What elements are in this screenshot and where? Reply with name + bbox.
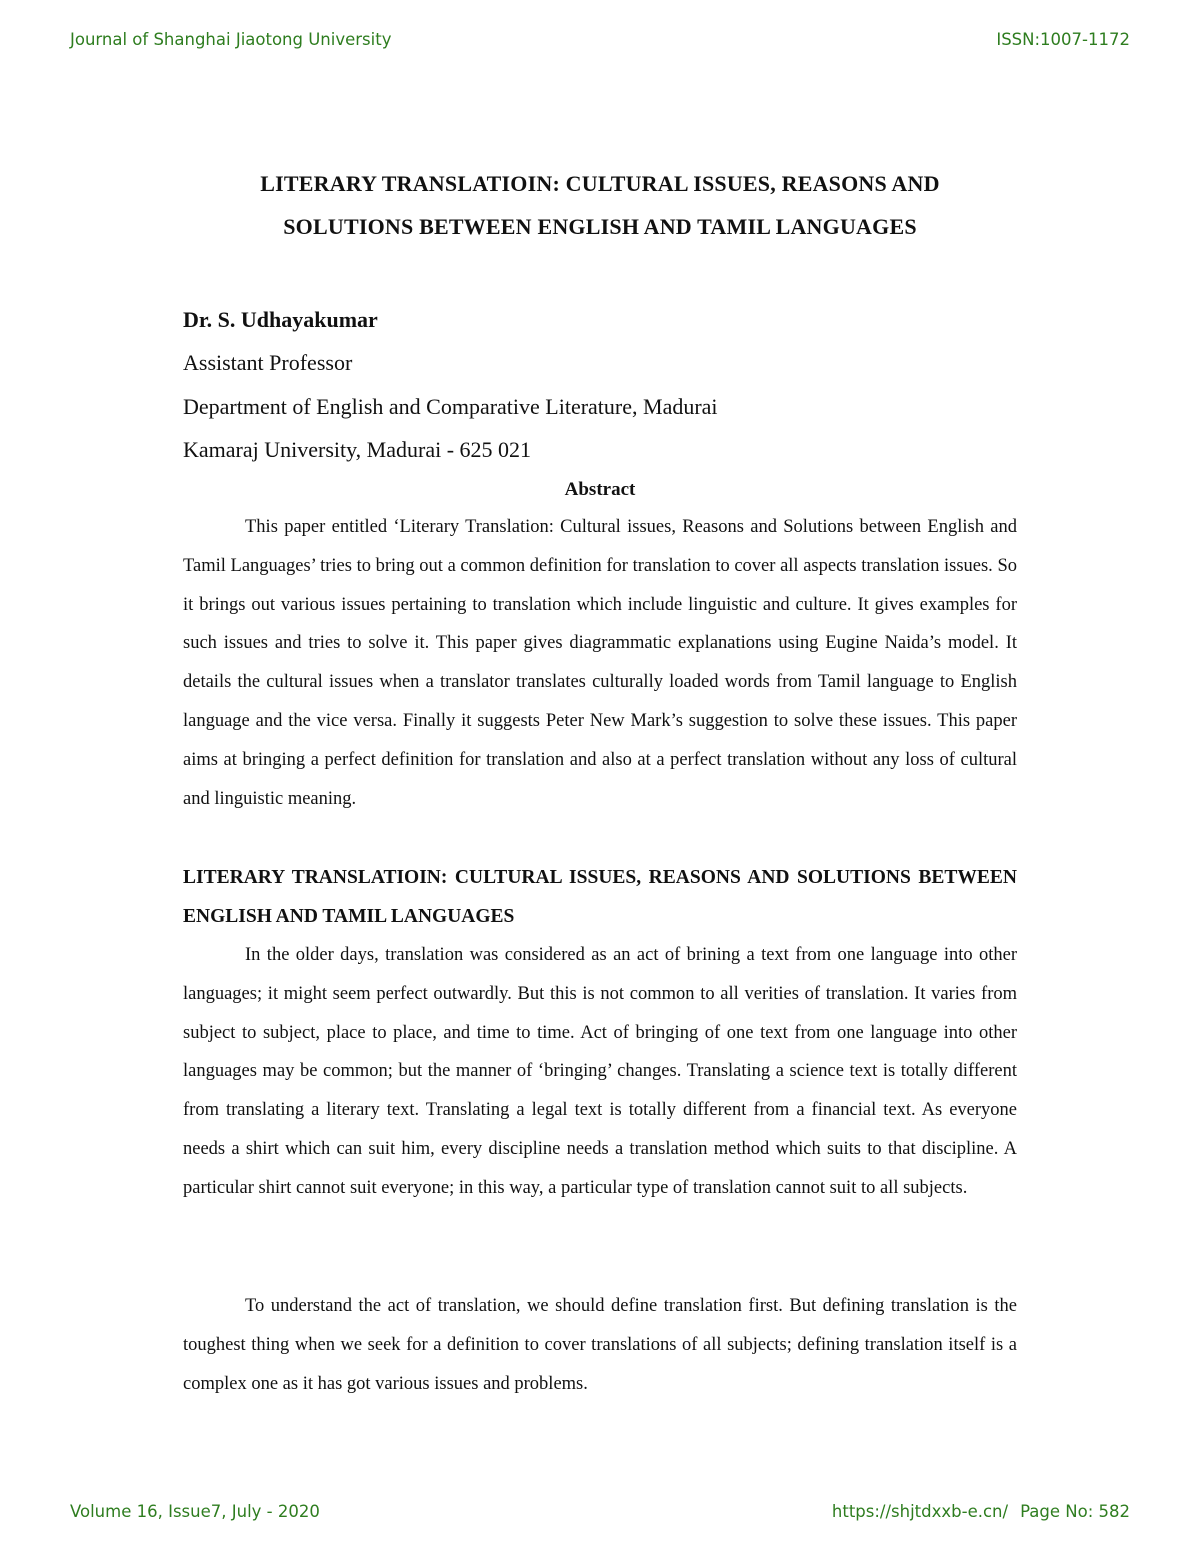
author-position: Assistant Professor [183,350,353,375]
journal-name: Journal of Shanghai Jiaotong University [70,30,392,49]
abstract-heading: Abstract [564,479,636,500]
author-department: Department of English and Comparative Literature, Madurai [183,394,718,419]
author-name: Dr. S. Udhayakumar [183,307,378,332]
body-paragraph-1: In the older days, translation was considered as an act of brining a text from one language into other languages; it might seem perfect outwardly. But this is not common to all verities of translation. It varies from subject to subject, place to place, and time to time. Act of bringing of one text from one language into other languages may be common; but the manner of ‘bringing’ changes. Translating a science text is totally different from translating a literary text. Translating a legal text is totally different from a financial text. As everyone needs a shirt which can suit him, every discipline needs a translation method which suits to that discipline. A particular shirt cannot suit everyone; in this way, a particular type of translation cannot suit to all subjects. [183,945,1017,1198]
journal-url-link[interactable]: https://shjtdxxb-e.cn/ [831,1502,1009,1521]
footer-volume: Volume 16, Issue7, July - 2020 [70,1502,320,1521]
paper-title-line-2: SOLUTIONS BETWEEN ENGLISH AND TAMIL LANGUAGES [283,214,917,239]
page-number: Page No: 582 [1020,1502,1130,1521]
body-paragraph-2: To understand the act of translation, we should define translation first. But defining translation is the toughest thing when we seek for a definition to cover translations of all subjects; defining translation itself is a complex one as it has got various issues and problems. [183,1296,1017,1394]
author-university: Kamaraj University, Madurai - 625 021 [183,437,532,462]
footer-right [832,1502,1130,1521]
section-heading: LITERARY TRANSLATIOIN: CULTURAL ISSUES, REASONS AND SOLUTIONS BETWEEN ENGLISH AND TAMIL LANGUAGES [183,867,1017,927]
abstract-text: This paper entitled ‘Literary Translation: Cultural issues, Reasons and Solutions between English and Tamil Languages’ tries to bring out a common definition for translation to cover all aspects translation issues. So it brings out various issues pertaining to translation which include linguistic and culture. It gives examples for such issues and tries to solve it. This paper gives diagrammatic explanations using Eugine Naida’s model. It details the cultural issues when a translator translates culturally loaded words from Tamil language to English language and the vice versa. Finally it suggests Peter New Mark’s suggestion to solve these issues. This paper aims at bringing a perfect definition for translation and also at a perfect translation without any loss of cultural and linguistic meaning. [183,517,1017,809]
paper-title-line-1: LITERARY TRANSLATIOIN: CULTURAL ISSUES, REASONS AND [260,171,940,196]
issn: ISSN:1007-1172 [996,30,1130,49]
